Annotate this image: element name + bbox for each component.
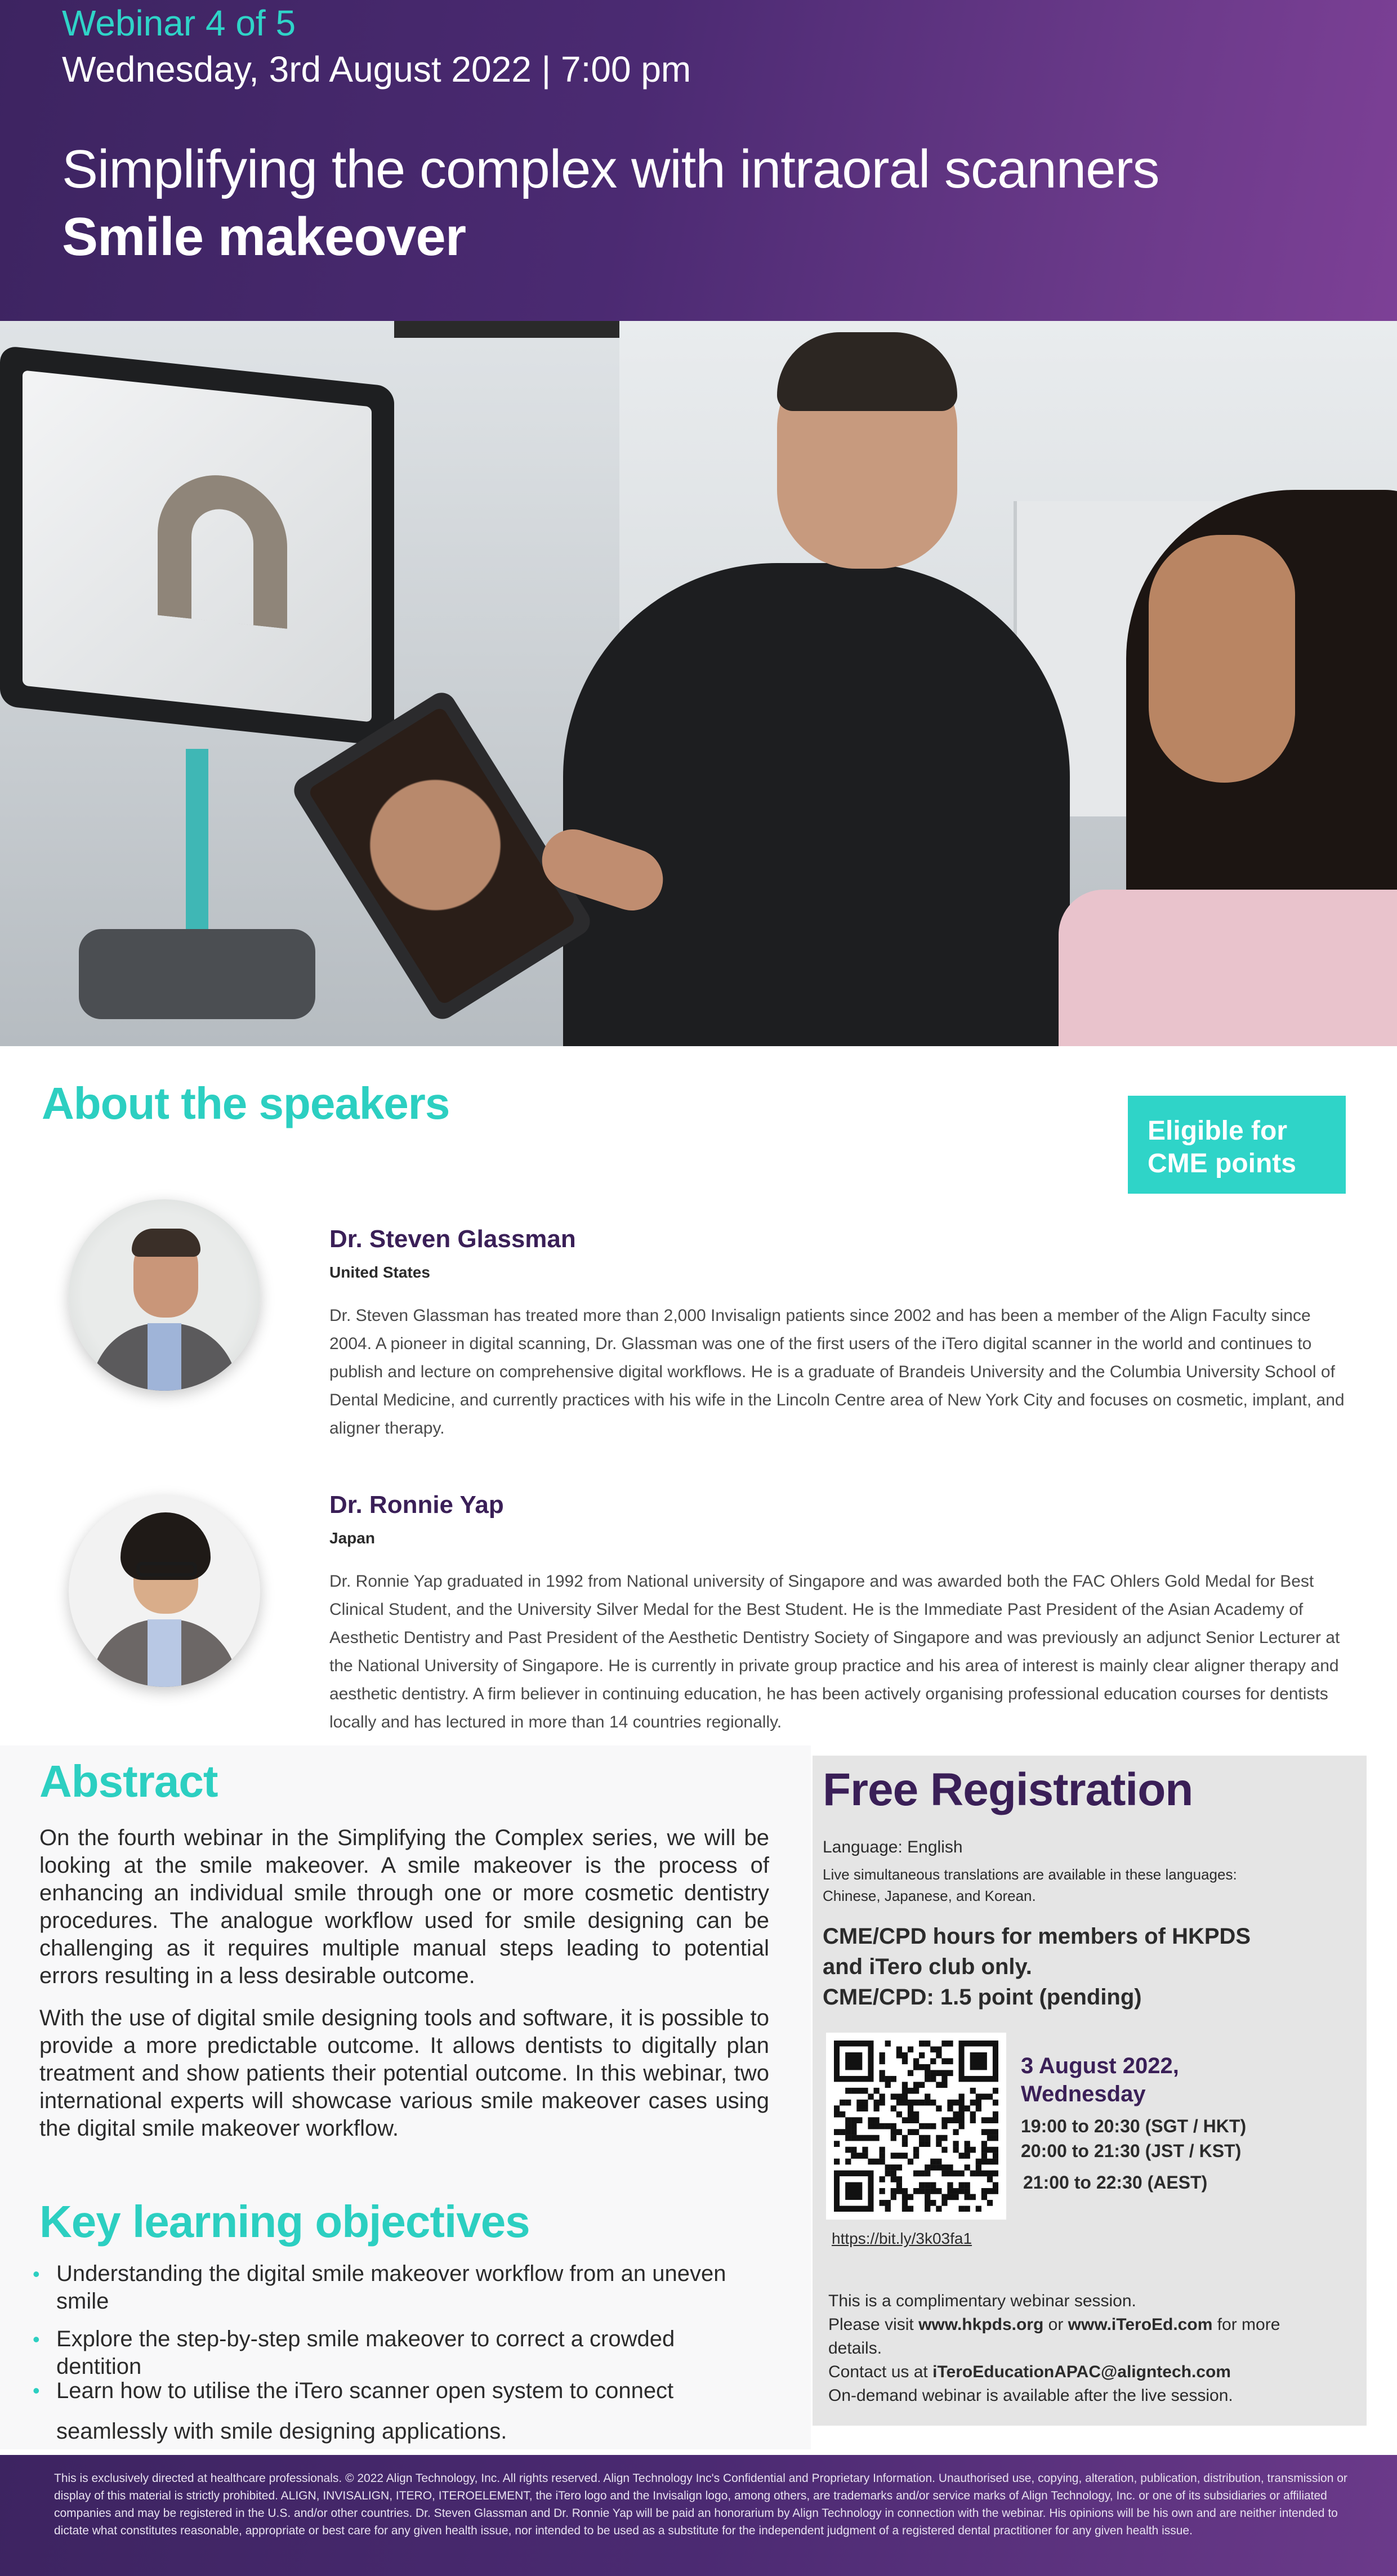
doctor-hair <box>777 332 957 411</box>
event-date <box>1021 2052 1302 2108</box>
footer-banner <box>0 2455 1397 2576</box>
webinar-series-label: Webinar 4 of 5 <box>62 3 296 43</box>
dental-arch-scan <box>158 469 287 629</box>
speaker-country: Japan <box>329 1529 375 1547</box>
about-speakers-heading: About the speakers <box>42 1078 450 1128</box>
bullet-icon: • <box>33 2328 40 2351</box>
language-label: Language: English <box>823 1838 963 1856</box>
qr-code-graphic <box>834 2041 998 2212</box>
hkpds-link[interactable]: www.hkpds.org <box>918 2315 1044 2334</box>
hero-photo <box>0 321 1397 1046</box>
itero-ed-link[interactable]: www.iTeroEd.com <box>1068 2315 1213 2334</box>
patient-bib <box>1059 890 1397 1046</box>
tablet-smile-photo <box>307 706 577 1006</box>
objective-text: Explore the step-by-step smile makeover to correct a crowded dentition <box>56 2327 675 2379</box>
bullet-icon: • <box>33 2262 40 2285</box>
objectives-heading: Key learning objectives <box>39 2196 530 2247</box>
translation-note: Live simultaneous translations are available in these languages: Chinese, Japanese, and Korean. <box>823 1866 1237 1904</box>
contact-email-link[interactable]: iTeroEducationAPAC@aligntech.com <box>932 2363 1231 2381</box>
registration-heading: Free Registration <box>823 1764 1193 1815</box>
speaker-avatar-glassman <box>69 1199 260 1391</box>
scanner-monitor <box>0 345 394 747</box>
registration-qr-code[interactable] <box>826 2033 1006 2220</box>
speaker-bio: Dr. Steven Glassman has treated more than 2,000 Invisalign patients since 2002 and has been a member of the Align Faculty since 2004. A pioneer in digital scanning, Dr. Glassman was one of the first users of the iTero digital scanner in the world and continues to publish and lecture on comprehensive digital workflows. He is a graduate of Brandeis University and the Columbia University School of Dental Medicine, and currently practices with his wife in the Lincoln Centre area of New York City and focuses on cosmetic, implant, and aligner therapy. <box>329 1306 1345 1437</box>
doctor-figure <box>563 563 1070 1046</box>
visit-line: Please visit www.hkpds.org or www.iTeroEd.com for more details. <box>828 2315 1280 2358</box>
speaker-country: United States <box>329 1264 430 1281</box>
contact-line: Contact us at iTeroEducationAPAC@aligntech.com <box>828 2363 1231 2381</box>
event-date-line: 3 August 2022, <box>1021 2053 1179 2078</box>
registration-link[interactable]: https://bit.ly/3k03fa1 <box>832 2230 972 2247</box>
patient-face <box>1149 535 1295 783</box>
registration-panel <box>813 1756 1367 2426</box>
speaker-name: Dr. Ronnie Yap <box>329 1491 504 1519</box>
cpd-points: CME/CPD: 1.5 point (pending) <box>823 1985 1142 2010</box>
objective-text: Understanding the digital smile makeover workflow from an uneven smile <box>56 2261 726 2314</box>
cpd-info <box>823 1921 1318 2012</box>
event-time: 20:00 to 21:30 (JST / KST) <box>1021 2141 1242 2161</box>
event-time: 19:00 to 20:30 (SGT / HKT) <box>1021 2116 1247 2136</box>
cpd-line: CME/CPD hours for members of HKPDS <box>823 1924 1251 1949</box>
event-time: 21:00 to 22:30 (AEST) <box>1023 2172 1208 2193</box>
complimentary-note: This is a complimentary webinar session. <box>828 2292 1136 2310</box>
legal-disclaimer: This is exclusively directed at healthcare professionals. © 2022 Align Technology, Inc. All rights reserved. Align Technology Inc's Confidential and Proprietary Information. Unauthorised use, copying, alteration, publication, distribution, transmission or display of this material is strictly prohibited. ALIGN, INVISALIGN, ITERO, ITEROELEMENT, the iTero logo and the Invisalign logo, among others, are trademarks and/or service marks of Align Technology, Inc. or one of its subsidiaries or affiliated companies and may be registered in the U.S. and/or other countries. Dr. Steven Glassman and Dr. Ronnie Yap will be paid an honorarium by Align Technology in connection with the webinar. His opinions will be his own and are neither intended to dictate what constitutes reasonable, appropriate or best care for any given health issue, nor intended to be used as a substitute for the independent judgment of a registered dental practitioner for any given health issue. <box>54 2472 1347 2537</box>
abstract-heading: Abstract <box>39 1756 218 1806</box>
objective-item <box>33 2370 766 2452</box>
ceiling-monitor <box>394 321 619 338</box>
cpd-line: and iTero club only. <box>823 1954 1032 1979</box>
speaker-bio: Dr. Ronnie Yap graduated in 1992 from National university of Singapore and was awarded both the FAC Ohlers Gold Medal for Best Clinical Student, and the University Silver Medal for the Best Student. He is the Immediate Past President of the Asian Academy of Aesthetic Dentistry and Past President of the Aesthetic Dentistry Society of Singapore and was previously an adjunct Senior Lecturer at the National University of Singapore. He is currently in private group practice and his area of interest is mainly clear aligner therapy and aesthetic dentistry. A firm believer in continuing education, he has been actively organising professional education courses for dentists locally and has lectured in more than 14 countries regionally. <box>329 1572 1340 1731</box>
speaker-name: Dr. Steven Glassman <box>329 1225 576 1253</box>
registration-info <box>828 2289 1324 2408</box>
abstract-paragraph: On the fourth webinar in the Simplifying the Complex series, we will be looking at the smile makeover. A smile makeover is the process of enhancing an individual smile through one or more cosmetic dentistry procedures. The analogue workflow used for smile designing can be challenging as it requires multiple manual steps leading to potential errors resulting in a less desirable outcome. <box>39 1825 769 1988</box>
bullet-icon: • <box>33 2379 40 2402</box>
scanner-screen <box>23 370 372 722</box>
abstract-paragraph: With the use of digital smile designing tools and software, it is possible to provide a more predictable outcome. It allows dentists to digitally plan treatment and show patients their potential outcome. In this webinar, two international experts will showcase various smile makeover cases using the digital smile makeover workflow. <box>39 2006 769 2141</box>
scanner-base <box>79 929 315 1019</box>
event-day: Wednesday <box>1021 2082 1146 2106</box>
on-demand-note: On-demand webinar is available after the live session. <box>828 2386 1233 2405</box>
webinar-subtitle: Smile makeover <box>62 207 466 267</box>
objective-item <box>33 2260 766 2315</box>
objective-text: Learn how to utilise the iTero scanner open system to connect seamlessly with smile designing applications. <box>56 2378 674 2444</box>
webinar-date-time: Wednesday, 3rd August 2022 | 7:00 pm <box>62 49 691 90</box>
webinar-title: Simplifying the complex with intraoral scanners <box>62 139 1159 199</box>
header-banner <box>0 0 1397 321</box>
cme-eligibility-badge: Eligible for CME points <box>1128 1096 1346 1194</box>
speaker-avatar-yap <box>69 1495 260 1687</box>
